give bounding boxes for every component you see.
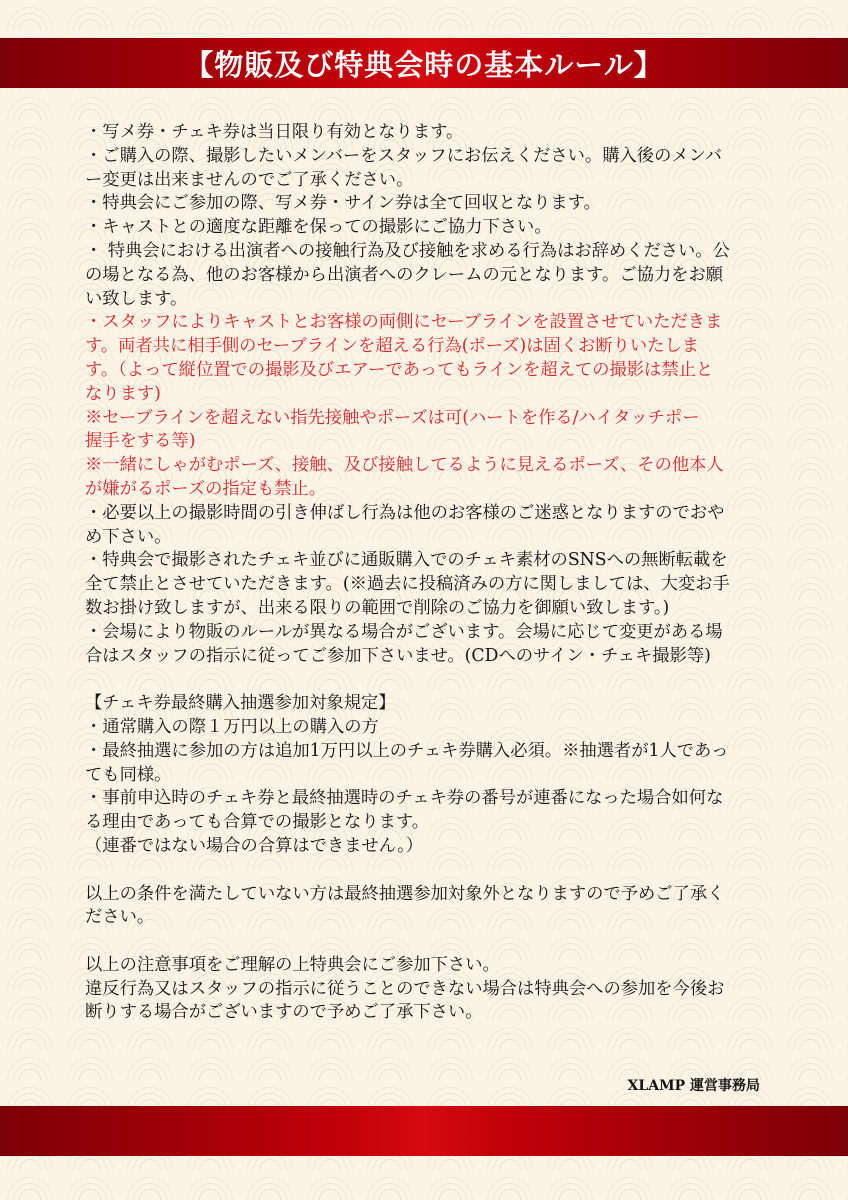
rule-text-line: ・ 特典会における出演者への接触行為及び接触を求める行為はお辞めください。公 [85,240,730,261]
rule-text-line: 数お掛け致しますが、出来る限りの範囲で削除のご協力を御願い致します。) [85,597,670,618]
rules-body [85,121,765,1025]
header-banner [0,38,848,88]
rule-text-line: い致します。 [85,288,188,309]
page-title: 【物販及び特典会時の基本ルール】 [184,47,664,82]
rule-text-line: ・ご購入の際、撮影したいメンバーをスタッフにお伝えください。購入後のメンバ [85,145,722,166]
footer-banner [0,1106,848,1156]
rule-text-line: 以上の注意事項をご理解の上特典会にご参加下さい。 [85,954,500,975]
warning-text-line: す。（よって縦位置での撮影及びエアーであってもラインを超えての撮影は禁止と [85,359,714,380]
rule-text-line: （連番ではない場合の合算はできません。） [85,835,424,856]
rule-text-line: 以上の条件を満たしていない方は最終抽選参加対象外となりますので予めご了承く [85,883,725,904]
rule-text-line: ても同様。 [85,764,172,785]
rule-text-line: め下さい。 [85,526,172,547]
rule-text-line: ・会場により物販のルールが異なる場合がございます。会場に応じて変更がある場 [85,621,723,642]
warning-text-line: 握手をする等) [85,431,196,452]
rule-text-line: ださい。 [85,907,155,928]
rule-text-line: ・特典会で撮影されたチェキ並びに通販購入でのチェキ素材のSNSへの無断転載を [85,550,728,571]
warning-text-line: なります) [85,383,161,404]
rule-text-line: 断りする場合がございますので予めご了承下さい。 [85,1002,483,1023]
warning-text-line: す。両者共に相手側のセーブラインを超える行為(ポーズ)は固くお断りいたしま [85,336,700,357]
rule-text-line: ・特典会にご参加の際、写メ券・サイン券は全て回収となります。 [85,193,601,214]
warning-text-line: が嫌がるポーズの指定も禁止。 [85,478,327,499]
rule-text-line: 違反行為又はスタッフの指示に従うことのできない場合は特典会への参加を今後お [85,978,725,999]
rule-text-line: 【チェキ券最終購入抽選参加対象規定】 [85,693,396,714]
rule-text-line: ・事前申込時のチェキ券と最終抽選時のチェキ券の番号が連番になった場合如何な [85,788,724,809]
rule-text-line: ・最終抽選に参加の方は追加1万円以上のチェキ券購入必須。※抽選者が1人であっ [85,740,729,761]
rule-text-line: 全て禁止とさせていただきます。(※過去に投稿済みの方に関しましては、大変お手 [85,574,730,595]
blank-line [85,859,765,883]
blank-line [85,668,765,692]
warning-text-line: ※セーブラインを超えない指先接触やポーズは可(ハートを作る/ハイタッチポー [85,407,700,428]
rule-text-line: の場となる為、他のお客様から出演者へのクレームの元となります。ご協力をお願 [85,264,724,285]
rule-text-line: ・必要以上の撮影時間の引き伸ばし行為は他のお客様のご迷惑となりますのでおや [85,502,725,523]
warning-text-line: ・スタッフによりキャストとお客様の両側にセーブラインを設置させていただきま [85,312,723,333]
warning-text-line: ※一緒にしゃがむポーズ、接触、及び接触してるように見えるポーズ、その他本人 [85,455,724,476]
blank-line [85,930,765,954]
rule-text-line: ・通常購入の際１万円以上の購入の方 [85,716,379,737]
rule-text-line: る理由であっても合算での撮影となります。 [85,812,430,833]
rule-text-line: ・キャストとの適度な距離を保っての撮影にご協力下さい。 [85,217,552,238]
organization-signature: XLAMP 運営事務局 [627,1078,760,1094]
rule-text-line: ・写メ券・チェキ券は当日限り有効となります。 [85,122,464,142]
rule-text-line: 合はスタッフの指示に従ってご参加下さいませ。(CDへのサイン・チェキ撮影等) [85,645,711,666]
rule-text-line: ー変更は出来ませんのでご了承ください。 [85,169,414,190]
